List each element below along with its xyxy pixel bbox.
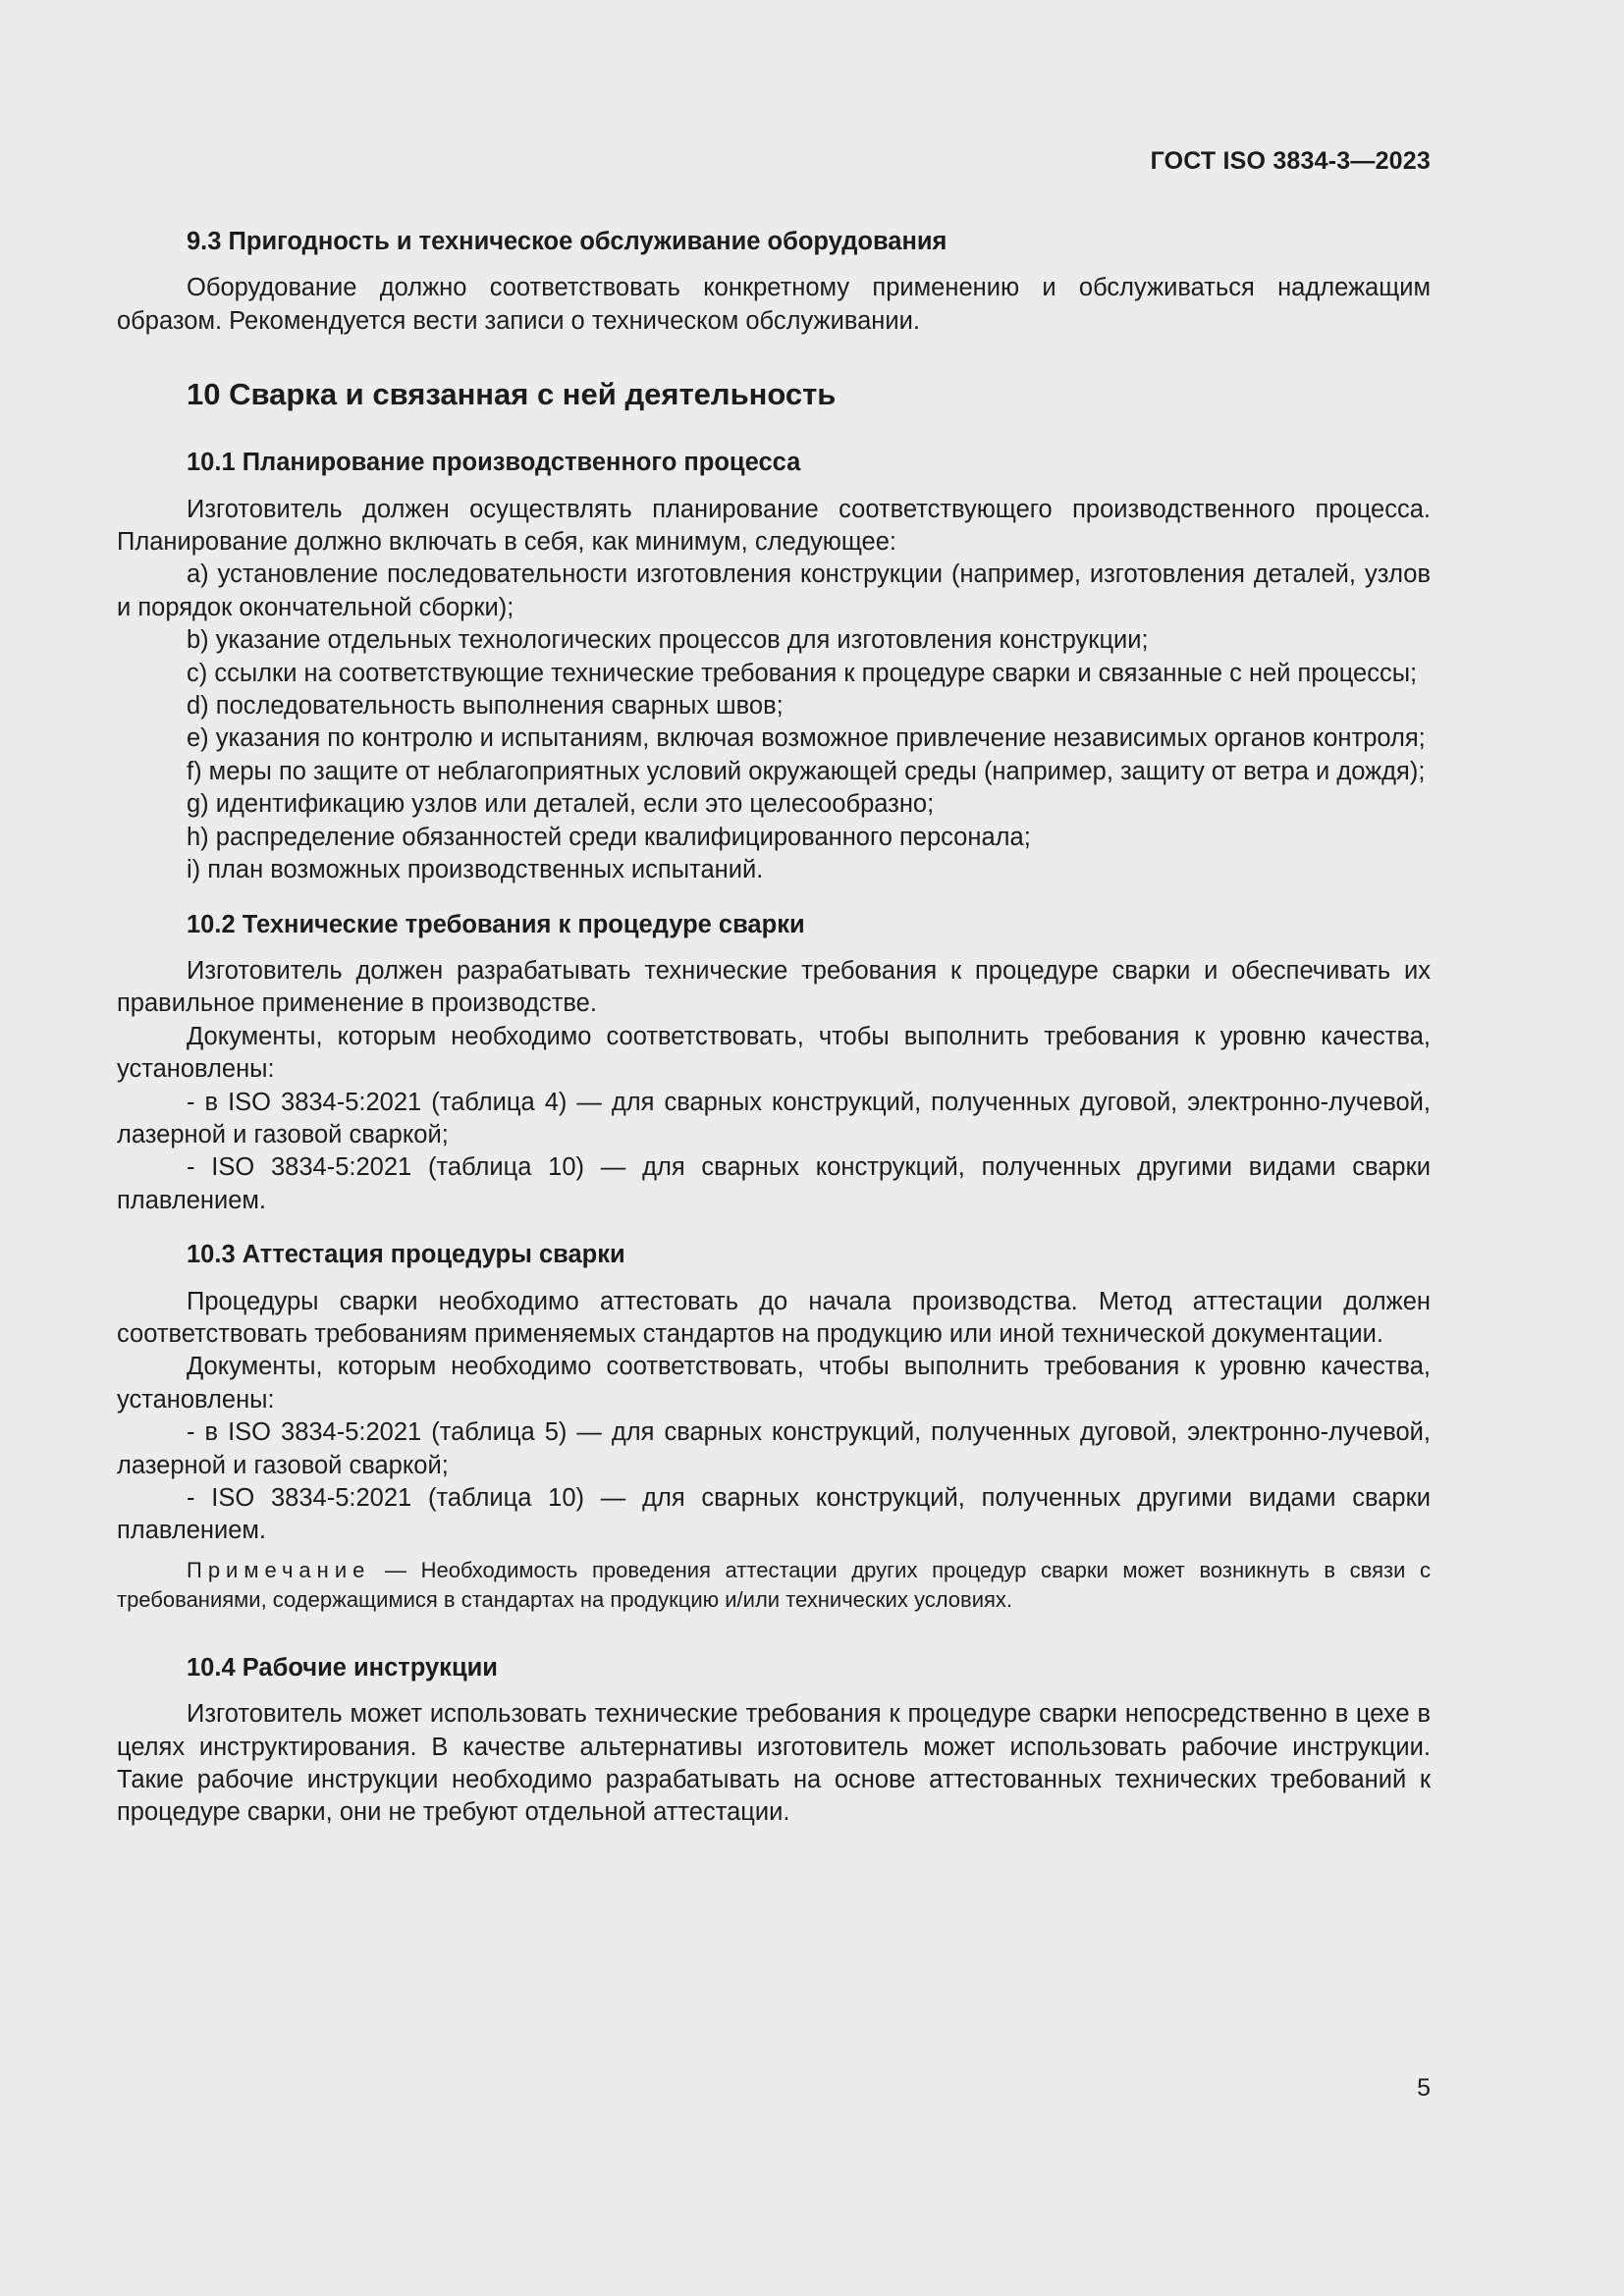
list-item-f: f) меры по защите от неблагоприятных условий окружающей среды (например, защиту от ветра и дождя); bbox=[187, 757, 1426, 785]
page-content bbox=[117, 226, 1431, 1830]
section-10-heading: 10 Сварка и связанная с ней деятельность bbox=[187, 377, 837, 412]
list-item-i: i) план возможных производственных испытаний. bbox=[187, 856, 764, 884]
section-10-1-intro: Изготовитель должен осуществлять планирование соответствующего производственного процесса. Планирование должно включать в себя, как минимум, следующее: bbox=[117, 495, 1431, 557]
section-10-3-paragraph-3: - в ISO 3834-5:2021 (таблица 5) — для сварных конструкций, полученных дуговой, электронно-лучевой, лазерной и газовой сваркой; bbox=[117, 1418, 1431, 1479]
list-item-e: e) указания по контролю и испытаниям, включая возможное привлечение независимых органов контроля; bbox=[187, 724, 1426, 753]
list-item-b: b) указание отдельных технологических процессов для изготовления конструкции; bbox=[187, 626, 1149, 655]
section-9-3-heading: 9.3 Пригодность и техническое обслуживание оборудования bbox=[187, 228, 947, 255]
section-10-3-paragraph-1: Процедуры сварки необходимо аттестовать до начала производства. Метод аттестации должен соответствовать требованиям применяемых стандартов на продукцию или иной технической документации. bbox=[117, 1287, 1431, 1348]
note-label: Примечание bbox=[187, 1557, 371, 1582]
section-10-3-note bbox=[117, 1556, 1431, 1615]
list-item-g: g) идентификацию узлов или деталей, если это целесообразно; bbox=[187, 790, 935, 819]
document-header-id: ГОСТ ISO 3834-3—2023 bbox=[1150, 147, 1431, 175]
section-10-2-paragraph-2: Документы, которым необходимо соответствовать, чтобы выполнить требования к уровню качества, установлены: bbox=[117, 1022, 1431, 1084]
section-10-3-paragraph-2: Документы, которым необходимо соответствовать, чтобы выполнить требования к уровню качества, установлены: bbox=[117, 1353, 1431, 1414]
section-10-2-paragraph-4: - ISO 3834-5:2021 (таблица 10) — для сварных конструкций, полученных другими видами сварки плавлением. bbox=[117, 1153, 1431, 1214]
list-item-a: a) установление последовательности изготовления конструкции (например, изготовления деталей, узлов и порядок окончательной сборки); bbox=[117, 561, 1431, 621]
note-text: — Необходимость проведения аттестации других процедур сварки может возникнуть в связи с требованиями, содержащимися в стандартах на продукцию и/или технических условиях. bbox=[117, 1557, 1431, 1612]
list-item-d: d) последовательность выполнения сварных швов; bbox=[187, 692, 784, 721]
section-10-2-paragraph-1: Изготовитель должен разрабатывать технические требования к процедуре сварки и обеспечивать их правильное применение в производстве. bbox=[117, 956, 1431, 1018]
page-number: 5 bbox=[1417, 2074, 1431, 2102]
section-10-2-paragraph-3: - в ISO 3834-5:2021 (таблица 4) — для сварных конструкций, полученных дуговой, электронно-лучевой, лазерной и газовой сваркой; bbox=[117, 1088, 1431, 1148]
list-item-c: c) ссылки на соответствующие технические требования к процедуре сварки и связанные с ней процессы; bbox=[187, 659, 1418, 687]
section-10-1-heading: 10.1 Планирование производственного процесса bbox=[187, 449, 801, 477]
section-10-3-paragraph-4: - ISO 3834-5:2021 (таблица 10) — для сварных конструкций, полученных другими видами сварки плавлением. bbox=[117, 1484, 1431, 1545]
section-10-2-heading: 10.2 Технические требования к процедуре сварки bbox=[187, 910, 805, 938]
section-10-4-paragraph: Изготовитель может использовать технические требования к процедуре сварки непосредственно в цехе в целях инструктирования. В качестве альтернативы изготовитель может использовать рабочие инструкции. Такие рабочие инструкции необходимо разрабатывать на основе аттестованных технических требований к процедуре сварки, они не требуют отдельной аттестации. bbox=[117, 1700, 1431, 1827]
list-item-h: h) распределение обязанностей среди квалифицированного персонала; bbox=[187, 823, 1031, 851]
section-10-3-heading: 10.3 Аттестация процедуры сварки bbox=[187, 1241, 625, 1269]
section-9-3-paragraph: Оборудование должно соответствовать конкретному применению и обслуживаться надлежащим образом. Рекомендуется вести записи о техническом обслуживании. bbox=[117, 274, 1431, 335]
section-10-4-heading: 10.4 Рабочие инструкции bbox=[187, 1653, 498, 1682]
